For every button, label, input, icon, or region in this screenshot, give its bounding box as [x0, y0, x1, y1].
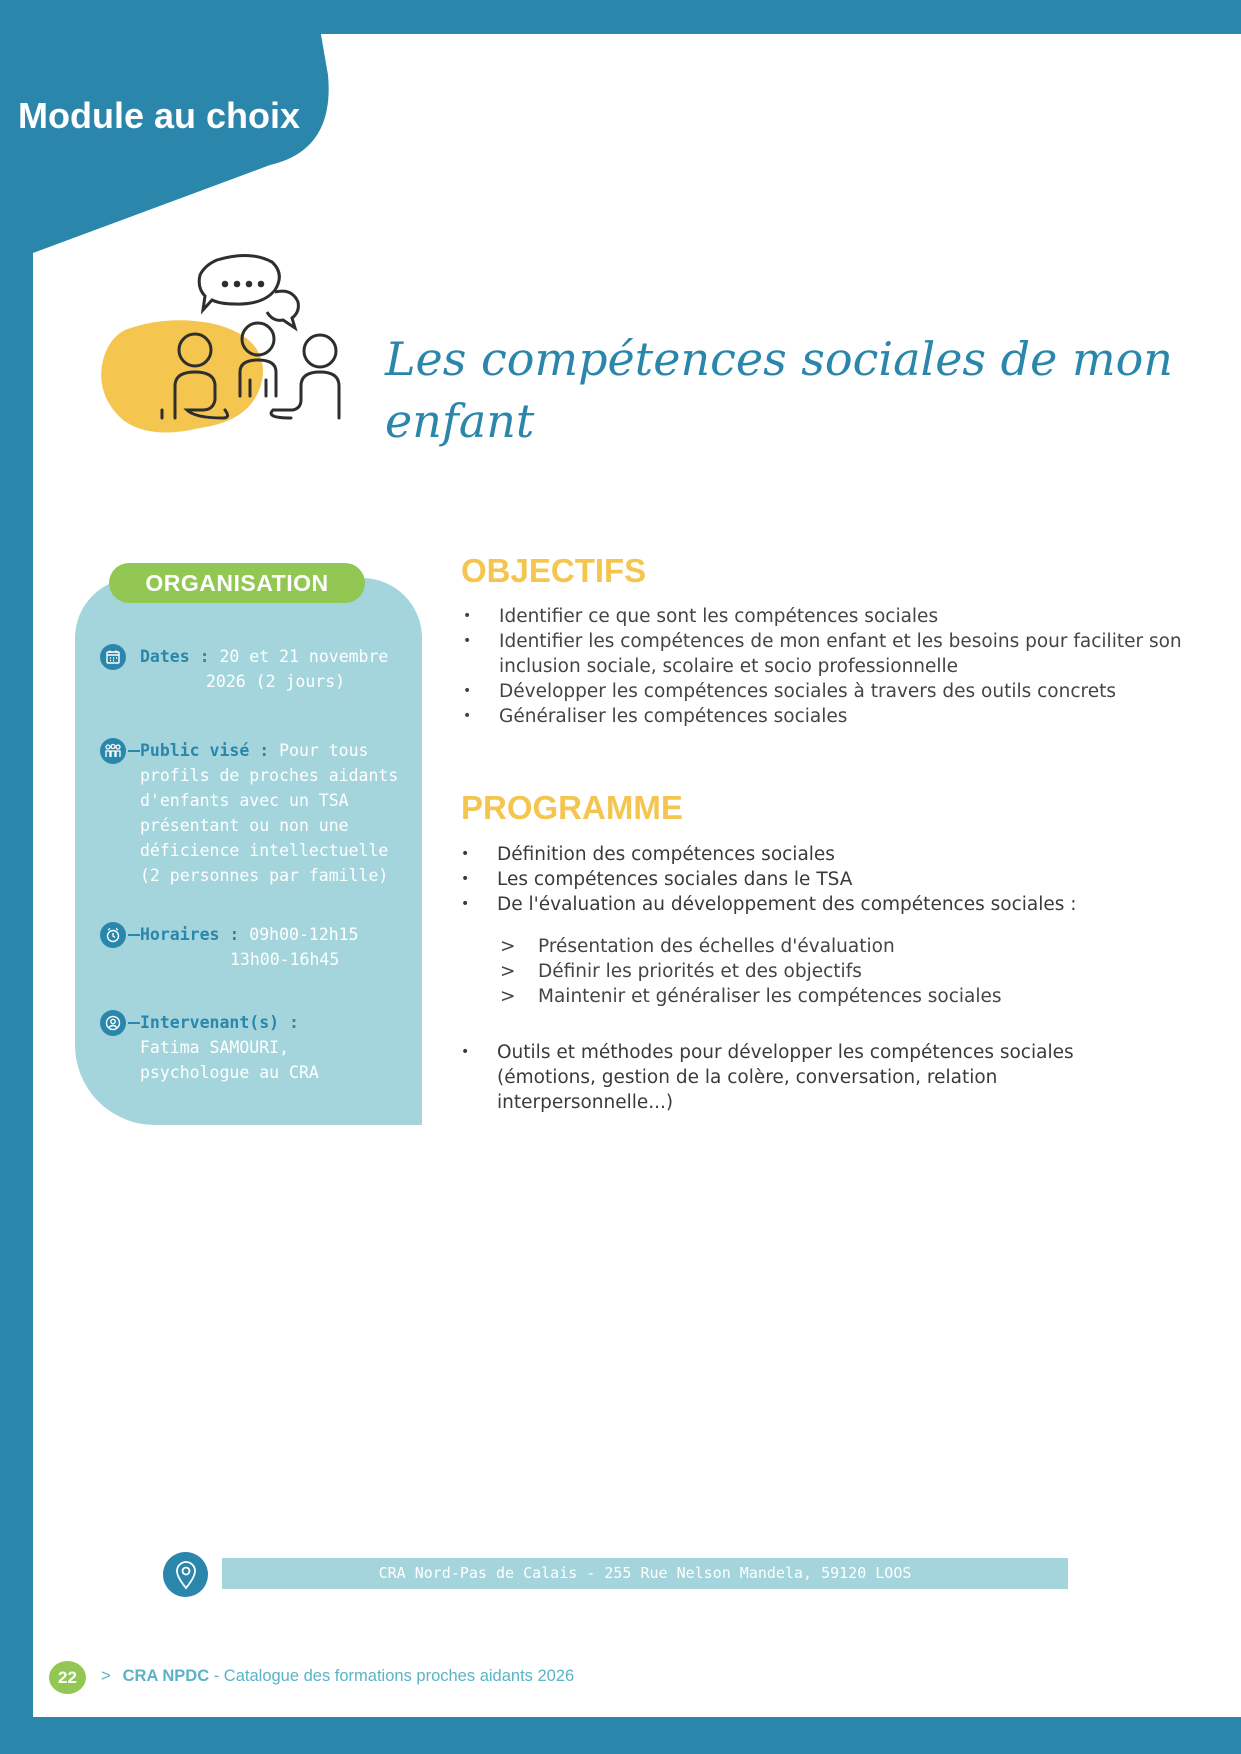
calendar-icon: [100, 644, 126, 670]
list-item: • Généraliser les compétences sociales: [461, 704, 1201, 729]
programme-sublist: [498, 934, 1198, 1009]
public-line: d'enfants avec un TSA: [140, 791, 349, 810]
intervenant-role: psychologue au CRA: [140, 1063, 319, 1082]
list-item: > Maintenir et généraliser les compétences sociales: [498, 984, 1198, 1009]
list-item: • Définition des compétences sociales: [459, 842, 1199, 867]
header-title: Module au choix: [18, 95, 301, 136]
footer-org: CRA NPDC: [122, 1667, 210, 1685]
page-title-line2: enfant: [385, 394, 535, 448]
people-icon: [100, 738, 126, 764]
intervenant-label: Intervenant(s) :: [140, 1013, 299, 1032]
location-pin-icon: [163, 1552, 208, 1597]
public-line: déficience intellectuelle: [140, 841, 389, 860]
page-title-line1: Les compétences sociales de mon: [385, 332, 1173, 386]
list-item: • Identifier les compétences de mon enfant et les besoins pour faciliter son inclusion sociale, scolaire et socio professionnelle: [461, 629, 1201, 679]
footer-text: [101, 1667, 574, 1686]
person-icon: [100, 1010, 126, 1036]
horaires-label: Horaires :: [140, 925, 240, 944]
organisation-badge: ORGANISATION: [109, 563, 365, 603]
horaires-block: [140, 922, 359, 972]
dates-value-2: 2026 (2 jours): [206, 672, 346, 691]
public-line: (2 personnes par famille): [140, 866, 389, 885]
public-dash: [128, 750, 140, 752]
public-value: Pour tous: [279, 741, 369, 760]
public-line: profils de proches aidants: [140, 766, 399, 785]
public-label: Public visé :: [140, 741, 270, 760]
dates-value: 20 et 21 novembre: [219, 647, 389, 666]
programme-list-2: [459, 1040, 1159, 1115]
frame-bottom: [0, 1717, 1241, 1754]
list-item: • Développer les compétences sociales à travers des outils concrets: [461, 679, 1201, 704]
list-item: > Présentation des échelles d'évaluation: [498, 934, 1198, 959]
page-title: [385, 328, 1205, 452]
list-item: • Outils et méthodes pour développer les compétences sociales (émotions, gestion de la colère, conversation, relation interpersonnelle...): [459, 1040, 1159, 1115]
intervenant-dash: [128, 1022, 140, 1024]
public-block: [140, 738, 398, 888]
page-number: 22: [49, 1661, 86, 1694]
horaires-value-2: 13h00-16h45: [230, 950, 340, 969]
footer-catalogue: - Catalogue des formations proches aidants 2026: [213, 1667, 575, 1685]
list-item: > Définir les priorités et des objectifs: [498, 959, 1198, 984]
objectifs-list: [461, 604, 1201, 729]
people-chat-illustration: [95, 250, 355, 465]
public-line: présentant ou non une: [140, 816, 349, 835]
dates-block: [140, 644, 388, 694]
frame-left: [0, 0, 33, 1754]
list-item: • Les compétences sociales dans le TSA: [459, 867, 1199, 892]
intervenant-block: [140, 1010, 319, 1085]
programme-list: [459, 842, 1199, 917]
footer-separator: >: [101, 1667, 111, 1685]
horaires-dash: [128, 934, 140, 936]
dates-label: Dates :: [140, 647, 210, 666]
list-item: • Identifier ce que sont les compétences sociales: [461, 604, 1201, 629]
intervenant-name: Fatima SAMOURI,: [140, 1038, 290, 1057]
clock-icon: [100, 922, 126, 948]
objectifs-heading: OBJECTIFS: [461, 552, 647, 589]
chat-bubble-icon: [199, 255, 298, 328]
horaires-value: 09h00-12h15: [249, 925, 359, 944]
programme-heading: PROGRAMME: [461, 789, 683, 826]
list-item: • De l'évaluation au développement des compétences sociales :: [459, 892, 1199, 917]
location-address: CRA Nord-Pas de Calais - 255 Rue Nelson Mandela, 59120 LOOS: [222, 1558, 1068, 1589]
